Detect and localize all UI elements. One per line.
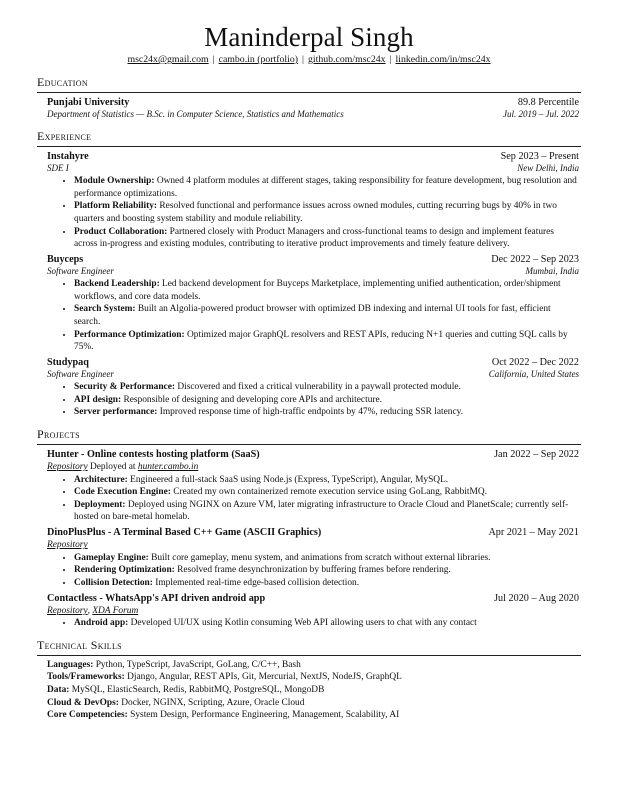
bullet-item	[74, 486, 579, 499]
bullet-item	[74, 394, 579, 407]
experience-subheader	[47, 266, 579, 278]
skill-value: MySQL, ElasticSearch, Redis, RabbitMQ, PostgreSQL, MongoDB	[69, 685, 325, 696]
bullet-text: Improved response time of high-traffic endpoints by 47%, reducing SSR latency.	[157, 407, 464, 418]
project-header	[47, 526, 579, 539]
project-entry	[37, 526, 581, 590]
bullet-list	[47, 617, 579, 630]
bullet-text: Implemented real-time edge-based collision detection.	[152, 577, 360, 588]
project-entry	[37, 592, 581, 630]
skill-label: Core Competencies:	[47, 710, 128, 721]
bullet-item	[74, 278, 579, 303]
bullet-list	[47, 175, 579, 251]
project-name: Hunter - Online contests hosting platform (SaaS)	[47, 448, 260, 460]
bullet-title: Product Collaboration:	[74, 226, 168, 237]
bullet-item	[74, 329, 579, 354]
bullet-item	[74, 577, 579, 590]
project-link[interactable]: hunter.cambo.in	[137, 462, 199, 473]
experience-entry	[37, 356, 581, 419]
section-title-projects: Projects	[37, 427, 581, 445]
resume-page	[37, 22, 581, 722]
bullet-item	[74, 175, 579, 200]
job-role: Software Engineer	[47, 266, 114, 277]
skill-line	[47, 684, 581, 697]
bullet-text: Optimized major GraphQL resolvers and REST APIs, reducing N+1 queries and cutting SQL calls by 75%.	[74, 329, 568, 353]
experience-entry	[37, 253, 581, 354]
bullet-item	[74, 200, 579, 225]
project-link[interactable]: XDA Forum	[92, 606, 139, 616]
contact-separator: |	[302, 54, 305, 66]
experience-header	[47, 150, 579, 163]
bullet-item	[74, 617, 579, 630]
bullet-title: Deployment:	[74, 499, 126, 510]
skill-label: Languages:	[47, 659, 94, 670]
skill-label: Tools/Frameworks:	[47, 672, 125, 683]
bullet-text: Discovered and fixed a critical vulnerability in a paywall protected module.	[175, 382, 461, 393]
projects-list	[37, 448, 581, 630]
skill-value: Python, TypeScript, JavaScript, GoLang, C/C++, Bash	[93, 659, 301, 670]
skill-line	[47, 671, 581, 684]
bullet-title: Security & Performance:	[74, 382, 175, 393]
school-name: Punjabi University	[47, 96, 130, 108]
company-name: Studypaq	[47, 356, 89, 368]
bullet-item	[74, 381, 579, 394]
experience-subheader	[47, 163, 579, 175]
skill-line	[47, 697, 581, 710]
linkedin-link[interactable]: linkedin.com/in/msc24x	[395, 54, 491, 66]
bullet-title: Android app:	[74, 618, 129, 629]
bullet-title: Architecture:	[74, 474, 128, 485]
bullet-title: Code Execution Engine:	[74, 487, 171, 498]
degree: Department of Statistics — B.Sc. in Computer Science, Statistics and Mathematics	[47, 109, 344, 120]
experience-entry	[37, 150, 581, 251]
section-title-education: Education	[37, 75, 581, 93]
skill-value: Docker, NGINX, Scripting, Azure, Oracle Cloud	[118, 697, 305, 708]
repository-link[interactable]: Repository	[47, 540, 88, 551]
contact-separator: |	[212, 54, 215, 66]
project-header	[47, 448, 579, 461]
bullet-text: Built core gameplay, menu system, and animations from scratch without external libraries.	[148, 552, 491, 563]
skill-label: Data:	[47, 685, 70, 696]
candidate-name: Maninderpal Singh	[204, 22, 414, 52]
skills-list	[37, 659, 581, 722]
bullet-title: Performance Optimization:	[74, 329, 185, 340]
bullet-title: Backend Leadership:	[74, 279, 160, 290]
bullet-list	[47, 474, 579, 524]
job-location: New Delhi, India	[517, 163, 579, 174]
bullet-item	[74, 226, 579, 251]
contact-line	[37, 54, 581, 67]
bullet-text: Led backend development for Buyceps Marketplace, implementing unified authentication, order/shipment workflows, and core data models.	[74, 279, 561, 302]
bullet-list	[47, 552, 579, 590]
bullet-title: API design:	[74, 394, 122, 405]
experience-dates: Oct 2022 – Dec 2022	[491, 356, 579, 368]
project-dates: Jan 2022 – Sep 2022	[494, 448, 579, 460]
bullet-text: Developed UI/UX using Kotlin consuming Web API allowing users to chat with any contact	[128, 618, 477, 629]
skill-line	[47, 659, 581, 672]
bullet-title: Server performance:	[74, 407, 158, 418]
bullet-text: Engineered a full-stack SaaS using Node.js (Express, TypeScript), Angular, MySQL.	[127, 474, 449, 485]
experience-subheader	[47, 369, 579, 381]
company-name: Buyceps	[47, 253, 84, 265]
company-name: Instahyre	[47, 150, 89, 162]
bullet-text: Partnered closely with Product Managers and cross-functional teams to design and implement features across in-progress and existing modules, contributing to iterative product improvements and timely feature delivery.	[74, 226, 554, 250]
bullet-text: Responsible of designing and developing core APIs and architecture.	[121, 394, 383, 405]
bullet-item	[74, 499, 579, 524]
bullet-text: Created my own containerized remote execution service using GoLang, RabbitMQ.	[170, 487, 487, 498]
job-role: Software Engineer	[47, 369, 114, 380]
bullet-title: Rendering Optimization:	[74, 565, 175, 576]
bullet-title: Search System:	[74, 304, 136, 315]
skill-line	[47, 709, 581, 722]
link-separator: ,	[87, 606, 93, 616]
experience-header	[47, 253, 579, 266]
project-header	[47, 592, 579, 605]
bullet-title: Gameplay Engine:	[74, 552, 149, 563]
repository-link[interactable]: Repository	[47, 606, 88, 616]
contact-separator: |	[389, 54, 392, 66]
bullet-text: Owned 4 platform modules at different stages, taking responsibility for feature development, bug resolution and performance optimizations.	[74, 176, 577, 199]
portfolio-link[interactable]: cambo.in (portfolio)	[218, 54, 299, 66]
repository-link[interactable]: Repository	[47, 462, 88, 473]
bullet-text: Resolved functional and performance issues across owned modules, cutting recurring bugs by 40% in two quarters and boosting system stability and module reliability.	[74, 201, 557, 225]
project-entry	[37, 448, 581, 524]
job-role: SDE I	[47, 163, 69, 174]
bullet-item	[74, 474, 579, 487]
skill-value: Django, Angular, REST APIs, Git, Mercurial, NextJS, NodeJS, GraphQL	[124, 672, 402, 683]
project-name: Contactless - WhatsApp's API driven android app	[47, 592, 266, 604]
bullet-text: Resolved frame desynchronization by buffering frames before rendering.	[174, 565, 451, 576]
project-links	[47, 605, 579, 617]
deploy-text: Deployed at	[87, 462, 138, 473]
education-entry	[37, 96, 581, 121]
experience-list	[37, 150, 581, 419]
bullet-list	[47, 278, 579, 354]
project-links	[47, 539, 579, 551]
bullet-title: Platform Reliability:	[74, 201, 158, 212]
experience-dates: Sep 2023 – Present	[500, 150, 579, 162]
job-location: Mumbai, India	[525, 266, 579, 277]
job-location: California, United States	[488, 369, 579, 380]
bullet-list	[47, 381, 579, 419]
project-name: DinoPlusPlus - A Terminal Based C++ Game (ASCII Graphics)	[47, 526, 322, 538]
education-score: 89.8 Percentile	[517, 96, 579, 108]
education-dates: Jul. 2019 – Jul. 2022	[503, 109, 579, 120]
bullet-item	[74, 552, 579, 565]
bullet-title: Module Ownership:	[74, 176, 155, 187]
experience-header	[47, 356, 579, 369]
project-dates: Apr 2021 – May 2021	[488, 526, 579, 538]
github-link[interactable]: github.com/msc24x	[308, 54, 386, 66]
bullet-item	[74, 406, 579, 419]
experience-dates: Dec 2022 – Sep 2023	[491, 253, 579, 265]
bullet-item	[74, 303, 579, 328]
bullet-text: Deployed using NGINX on Azure VM, later migrating infrastructure to Oracle Cloud and PlanetScale; currently self-hosted on bare-metal homelab.	[74, 499, 569, 523]
project-dates: Jul 2020 – Aug 2020	[494, 592, 579, 604]
skill-label: Cloud & DevOps:	[47, 697, 119, 708]
project-links	[47, 461, 579, 473]
skill-value: System Design, Performance Engineering, Management, Scalability, AI	[127, 710, 400, 721]
bullet-text: Built an Algolia-powered product browser with optimized DB indexing and internal UI tools for fast, efficient search.	[74, 304, 551, 327]
bullet-item	[74, 564, 579, 577]
bullet-title: Collision Detection:	[74, 577, 153, 588]
section-title-experience: Experience	[37, 129, 581, 147]
section-title-skills: Technical Skills	[37, 638, 581, 656]
email-link[interactable]: msc24x@gmail.com	[127, 54, 209, 66]
